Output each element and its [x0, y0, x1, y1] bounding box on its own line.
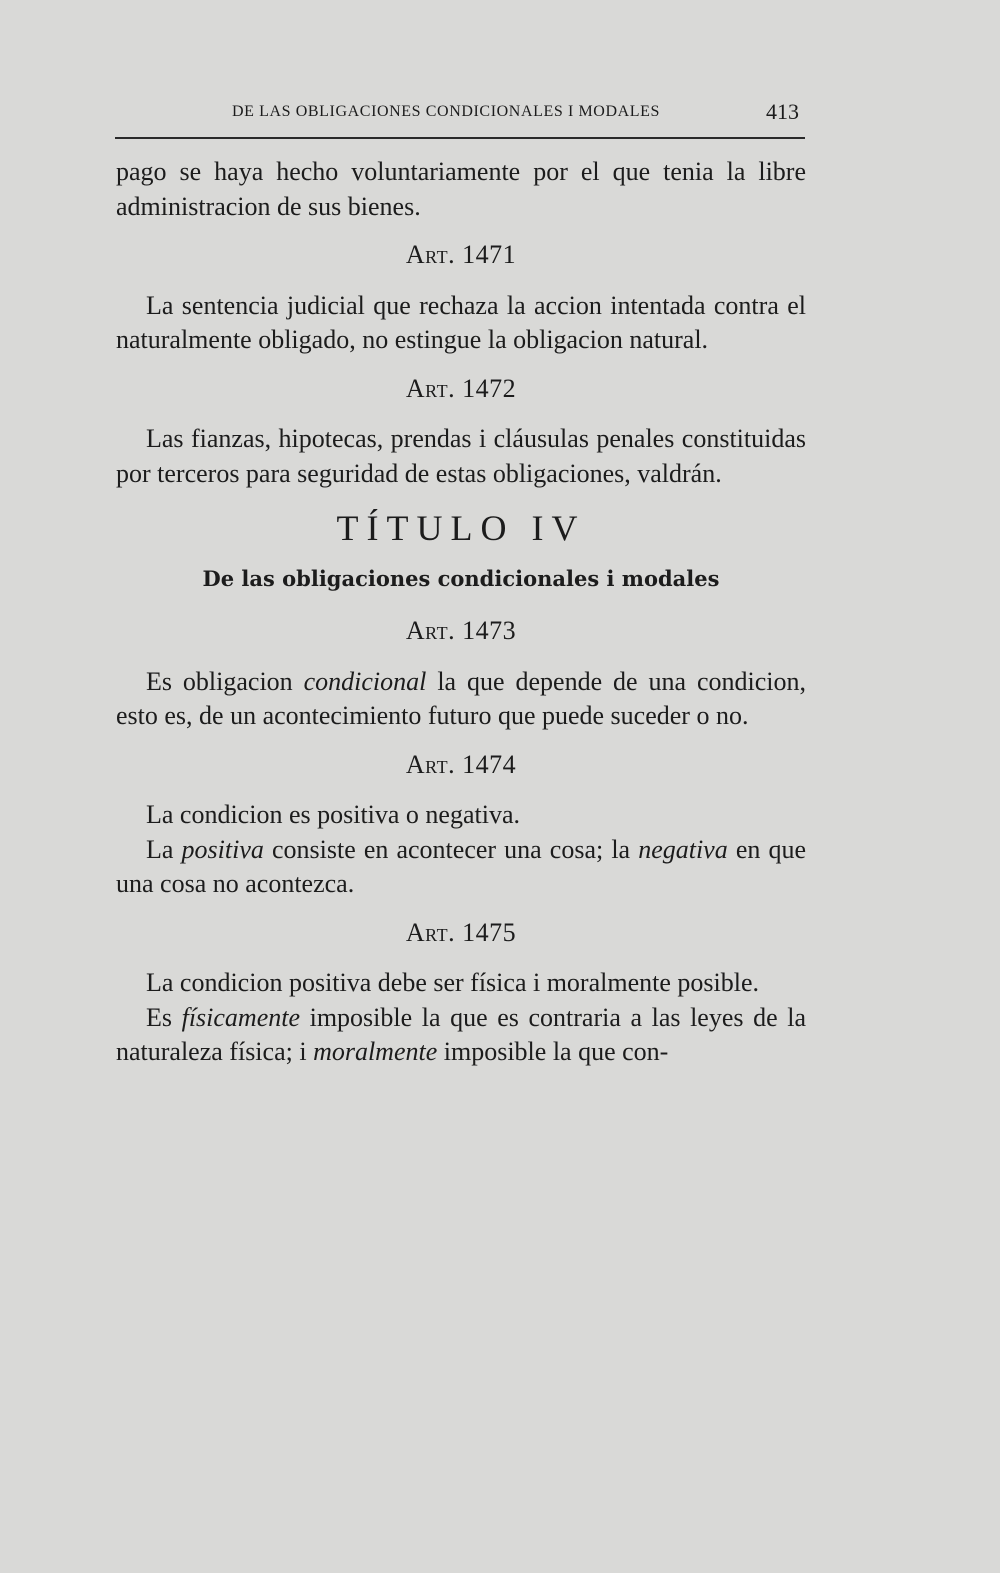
paragraph-art-1472: Las fianzas, hipotecas, prendas i cláusulas penales constituidas por terceros para seguridad de estas obligaciones, valdrán.	[116, 424, 806, 488]
page-header	[115, 97, 805, 139]
paragraph-art-1474-b	[116, 833, 806, 902]
italic-term: negativa	[638, 834, 728, 864]
paragraph-art-1473	[116, 665, 806, 734]
article-heading-1472	[116, 372, 806, 407]
text-run: Es obligacion	[146, 666, 304, 696]
page-number: 413	[766, 99, 799, 124]
article-number: 1471	[462, 240, 517, 269]
italic-term: positiva	[181, 834, 264, 864]
text-run: imposible la que con-	[437, 1037, 669, 1066]
article-number: 1472	[462, 373, 517, 403]
paragraph-art-1471: La sentencia judicial que rechaza la accion intentada contra el naturalmente obligado, no estingue la obligacion natural.	[116, 290, 806, 354]
text-run: imposible la que es contraria a las leyes de la naturaleza física; i	[116, 1002, 806, 1066]
article-prefix: Art.	[405, 373, 456, 403]
paragraph-art-1475-a: La condicion positiva debe ser física i moralmente posible.	[146, 968, 759, 997]
paragraph-art-1475-b	[116, 1001, 806, 1070]
text-run: la que depende de una condicion, esto es, de un acontecimiento futuro que puede suceder o no.	[116, 666, 806, 730]
text-run: Es	[146, 1002, 182, 1032]
page-body	[116, 155, 806, 1070]
title-subheading: De las obligaciones condicionales i modales	[202, 565, 720, 591]
article-number: 1473	[462, 616, 517, 645]
article-prefix: Art.	[405, 917, 456, 947]
running-head: DE LAS OBLIGACIONES CONDICIONALES I MODALES	[232, 103, 661, 120]
article-heading-1471	[116, 238, 806, 273]
text-run: en que una cosa no acontezca.	[116, 834, 806, 898]
article-number: 1475	[462, 917, 517, 947]
paragraph-continuation: pago se haya hecho voluntariamente por el que tenia la libre administracion de sus bienes.	[116, 157, 806, 221]
italic-term: moralmente	[313, 1037, 438, 1066]
text-run: consiste en acontecer una cosa; la	[263, 834, 639, 864]
article-number: 1474	[462, 749, 517, 779]
article-heading-1475	[116, 916, 806, 951]
article-prefix: Art.	[405, 616, 456, 645]
article-heading-1473	[116, 614, 806, 649]
paragraph-art-1474-a: La condicion es positiva o negativa.	[146, 800, 521, 829]
article-prefix: Art.	[405, 240, 456, 269]
italic-term: físicamente	[181, 1002, 301, 1032]
article-heading-1474	[116, 748, 806, 783]
text-run: La	[146, 834, 182, 864]
title-heading: TÍTULO IV	[336, 508, 586, 548]
article-prefix: Art.	[405, 749, 456, 779]
italic-term: condicional	[303, 666, 427, 696]
